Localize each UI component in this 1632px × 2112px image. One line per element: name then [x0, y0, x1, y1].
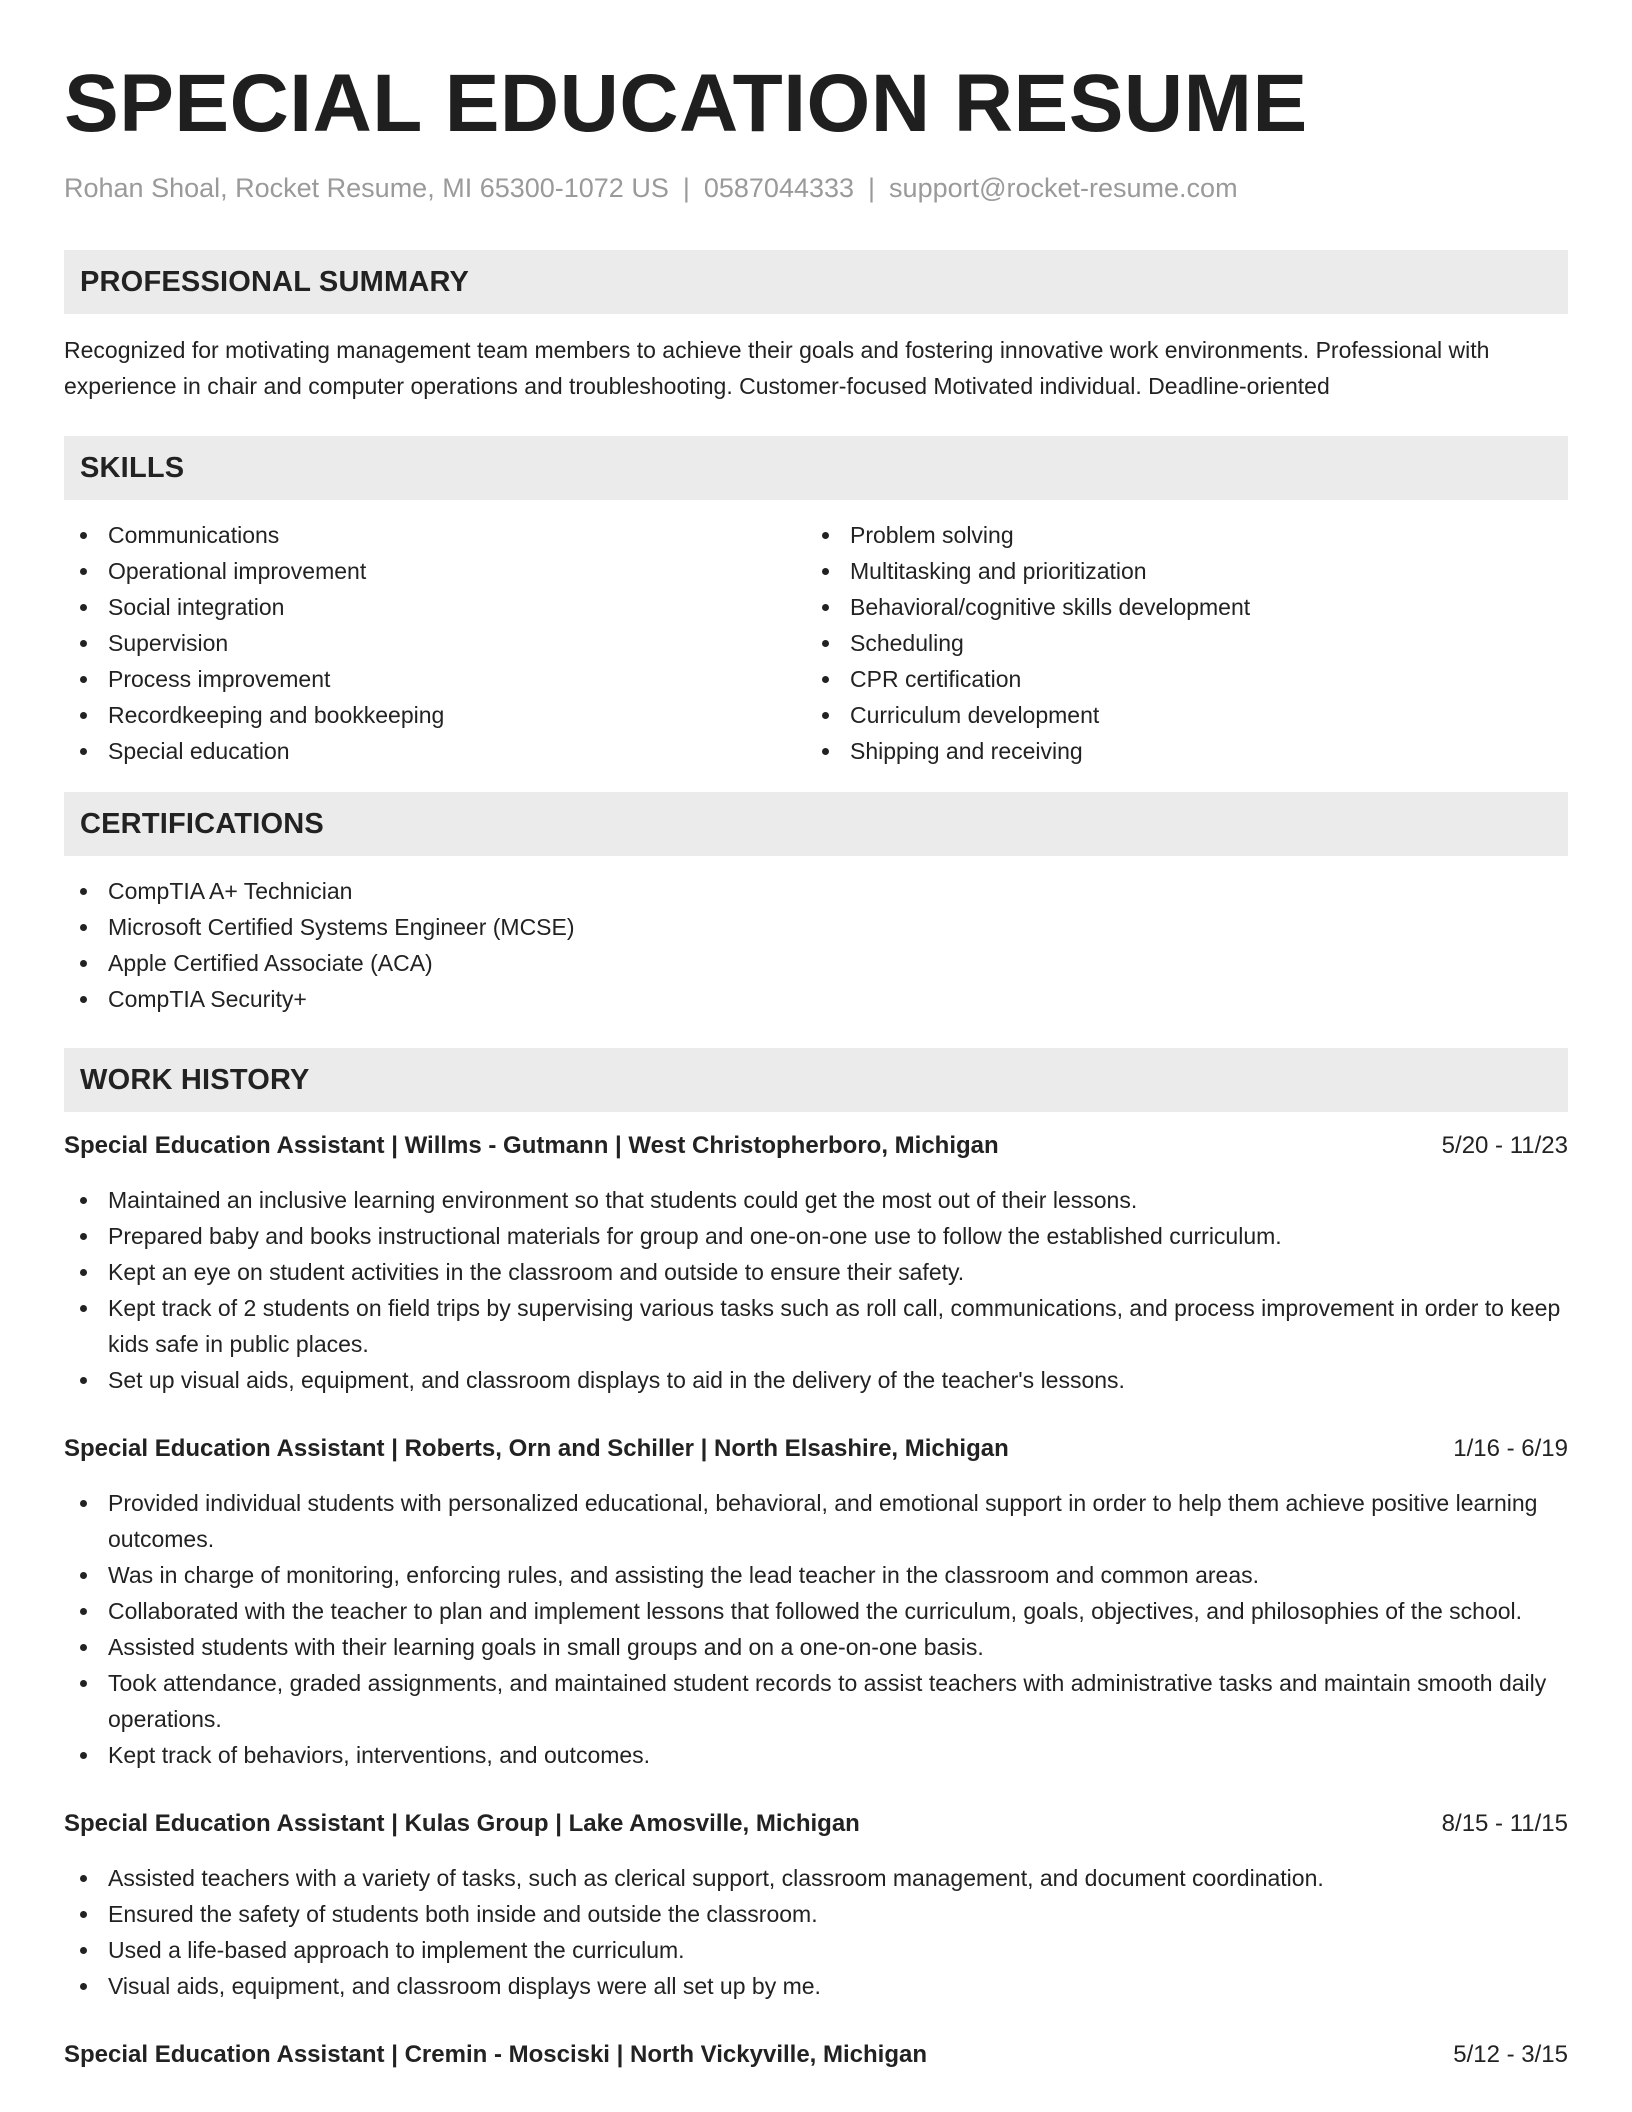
job-bullet: Kept track of 2 students on field trips by supervising various tasks such as roll call, communications, and process improvement in order to keep kids safe in public places. [64, 1290, 1568, 1362]
job-header [64, 1431, 1568, 1467]
job-entry [64, 1128, 1568, 1398]
contact-address: Rohan Shoal, Rocket Resume, MI 65300-1072 US [64, 173, 669, 203]
job-title: Special Education Assistant | Roberts, Orn and Schiller | North Elsashire, Michigan [64, 1435, 1009, 1462]
skill-item: Curriculum development [806, 697, 1548, 733]
certifications-list [64, 873, 1568, 1017]
job-bullet: Was in charge of monitoring, enforcing rules, and assisting the lead teacher in the classroom and common areas. [64, 1557, 1568, 1593]
certification-item: Apple Certified Associate (ACA) [64, 945, 1568, 981]
skill-item: Communications [64, 517, 806, 553]
resume-page [64, 0, 1568, 2073]
job-bullet: Provided individual students with personalized educational, behavioral, and emotional support in order to help them achieve positive learning outcomes. [64, 1485, 1568, 1557]
skill-item: Behavioral/cognitive skills development [806, 589, 1548, 625]
skill-item: Operational improvement [64, 553, 806, 589]
certification-item: CompTIA Security+ [64, 981, 1568, 1017]
job-bullets [64, 1860, 1568, 2004]
job-bullet: Set up visual aids, equipment, and classroom displays to aid in the delivery of the teacher's lessons. [64, 1362, 1568, 1398]
job-bullet: Prepared baby and books instructional materials for group and one-on-one use to follow the established curriculum. [64, 1218, 1568, 1254]
contact-line [64, 170, 1568, 206]
job-bullet: Visual aids, equipment, and classroom displays were all set up by me. [64, 1968, 1568, 2004]
job-bullet: Ensured the safety of students both inside and outside the classroom. [64, 1896, 1568, 1932]
certification-item: CompTIA A+ Technician [64, 873, 1568, 909]
job-dates: 5/20 - 11/23 [1441, 1132, 1568, 1159]
skills-list-left [64, 517, 806, 769]
job-bullet: Assisted teachers with a variety of tasks, such as clerical support, classroom management, and document coordination. [64, 1860, 1568, 1896]
skill-item: Recordkeeping and bookkeeping [64, 697, 806, 733]
job-dates: 8/15 - 11/15 [1441, 1810, 1568, 1837]
contact-separator: | [868, 173, 876, 203]
contact-separator: | [682, 173, 690, 203]
work-history-heading: WORK HISTORY [64, 1048, 1568, 1112]
job-bullet: Maintained an inclusive learning environment so that students could get the most out of their lessons. [64, 1182, 1568, 1218]
job-entry [64, 1806, 1568, 2004]
skills-columns [64, 517, 1568, 769]
job-bullet: Assisted students with their learning goals in small groups and on a one-on-one basis. [64, 1629, 1568, 1665]
job-title: Special Education Assistant | Cremin - Mosciski | North Vickyville, Michigan [64, 2041, 928, 2068]
certifications-heading: CERTIFICATIONS [64, 792, 1568, 856]
job-bullets [64, 1485, 1568, 1773]
work-history-section [64, 1048, 1568, 2073]
job-header [64, 1806, 1568, 1842]
skill-item: Problem solving [806, 517, 1548, 553]
job-bullets [64, 1182, 1568, 1398]
resume-title: SPECIAL EDUCATION RESUME [64, 58, 1308, 149]
job-bullet: Collaborated with the teacher to plan and implement lessons that followed the curriculum, goals, objectives, and philosophies of the school. [64, 1593, 1568, 1629]
skill-item: Supervision [64, 625, 806, 661]
skill-item: Special education [64, 733, 806, 769]
job-bullet: Took attendance, graded assignments, and maintained student records to assist teachers with administrative tasks and maintain smooth daily operations. [64, 1665, 1568, 1737]
skills-column-right [806, 517, 1548, 769]
contact-phone: 0587044333 [703, 173, 855, 203]
skill-item: Shipping and receiving [806, 733, 1548, 769]
certification-item: Microsoft Certified Systems Engineer (MCSE) [64, 909, 1568, 945]
job-entry [64, 2037, 1568, 2073]
skill-item: Social integration [64, 589, 806, 625]
job-bullet: Kept track of behaviors, interventions, and outcomes. [64, 1737, 1568, 1773]
skills-section [64, 436, 1568, 769]
contact-email: support@rocket-resume.com [889, 173, 1238, 203]
skills-heading: SKILLS [64, 436, 1568, 500]
job-header [64, 2037, 1568, 2073]
job-header [64, 1128, 1568, 1164]
skill-item: Process improvement [64, 661, 806, 697]
certifications-section [64, 792, 1568, 1017]
skill-item: Multitasking and prioritization [806, 553, 1548, 589]
job-title: Special Education Assistant | Willms - Gutmann | West Christopherboro, Michigan [64, 1132, 999, 1159]
skills-column-left [64, 517, 806, 769]
job-title: Special Education Assistant | Kulas Group | Lake Amosville, Michigan [64, 1810, 860, 1837]
skills-list-right [806, 517, 1548, 769]
skill-item: Scheduling [806, 625, 1548, 661]
job-bullet: Kept an eye on student activities in the classroom and outside to ensure their safety. [64, 1254, 1568, 1290]
summary-text: Recognized for motivating management team members to achieve their goals and fostering innovative work environments. Professional with experience in chair and computer operations and troubleshooting. Customer-focused Motivated individual. Deadline-oriented [64, 337, 1490, 399]
summary-section [64, 250, 1568, 404]
job-entry [64, 1431, 1568, 1773]
job-dates: 5/12 - 3/15 [1453, 2041, 1568, 2068]
job-bullet: Used a life-based approach to implement the curriculum. [64, 1932, 1568, 1968]
job-dates: 1/16 - 6/19 [1453, 1435, 1568, 1462]
skill-item: CPR certification [806, 661, 1548, 697]
summary-heading: PROFESSIONAL SUMMARY [64, 250, 1568, 314]
